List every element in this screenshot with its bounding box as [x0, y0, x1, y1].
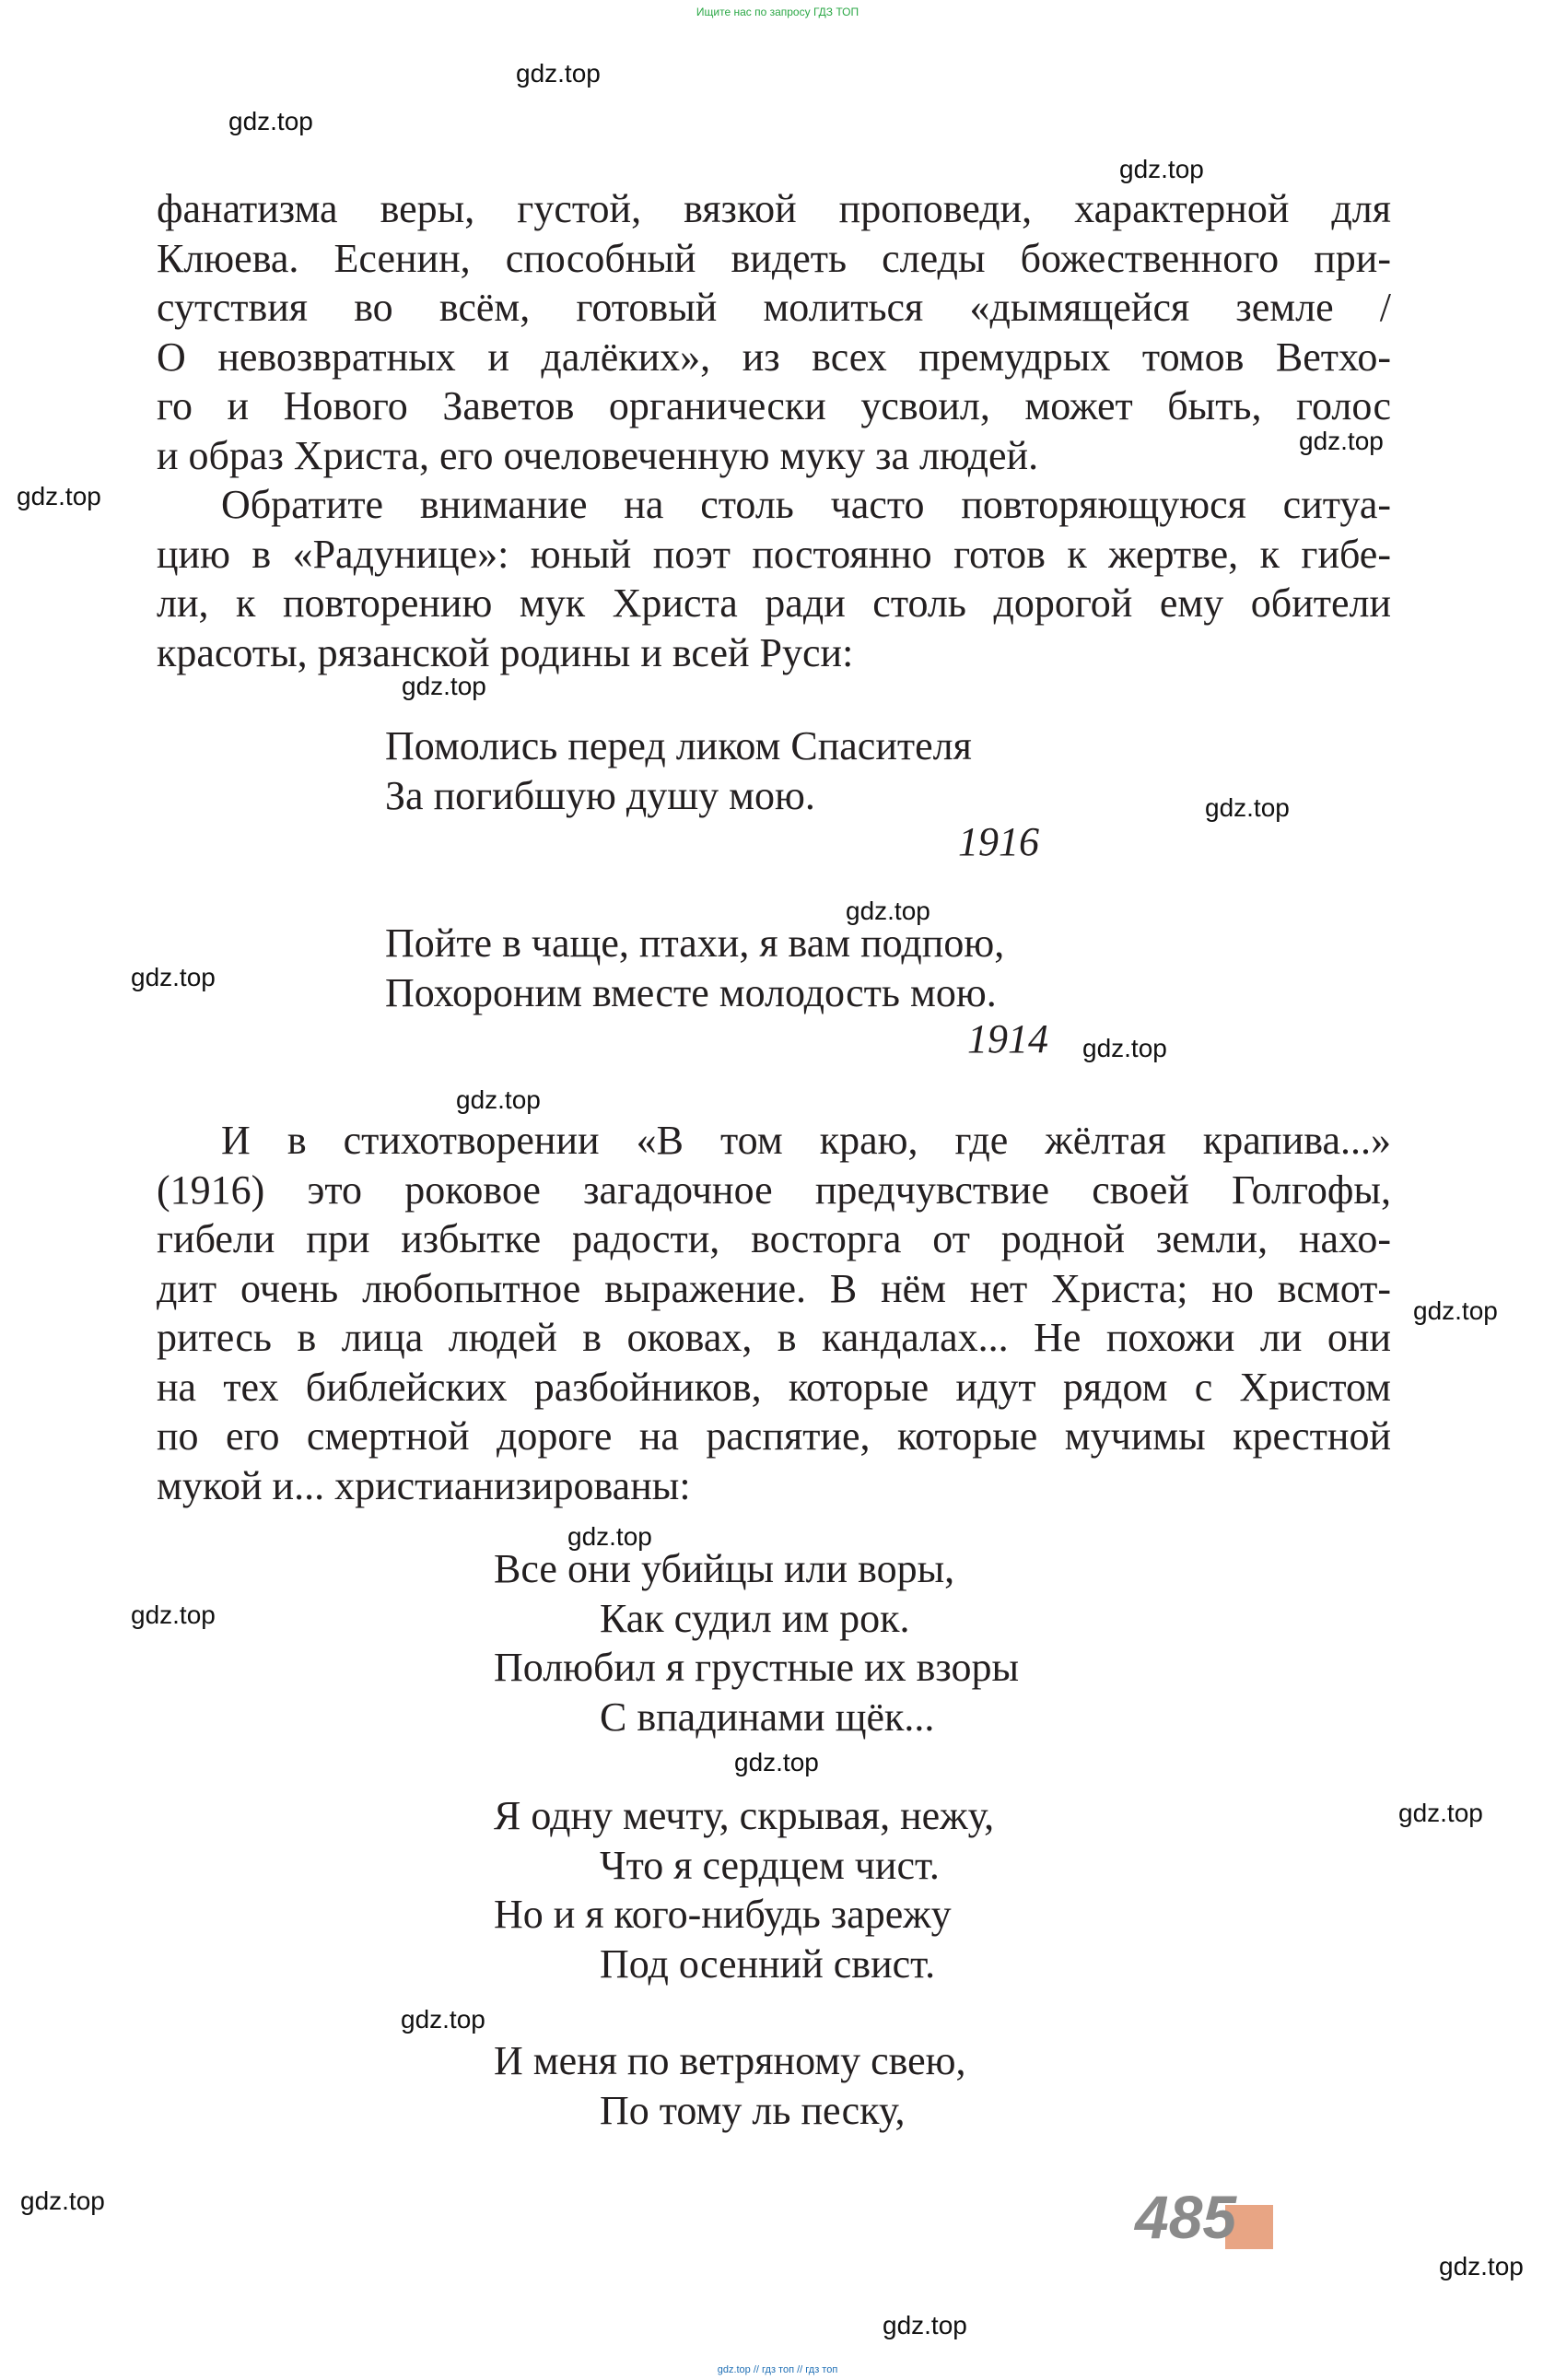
watermark: gdz.top [131, 963, 216, 991]
verse-line: Под осенний свист. [600, 1940, 936, 1987]
watermark: gdz.top [567, 1522, 652, 1551]
text-line: ли, к повторению мук Христа ради столь дорогой ему обители [157, 580, 1391, 626]
verse-line: Но и я кого-нибудь зарежу [494, 1892, 952, 1937]
text-line: дит очень любопытное выражение. В нём нет Христа; но всмот- [157, 1265, 1391, 1311]
watermark: gdz.top [846, 897, 930, 925]
text-line: Клюева. Есенин, способный видеть следы божественного при- [157, 235, 1391, 281]
watermark: gdz.top [734, 1748, 819, 1776]
footer-note: gdz.top // гдз топ // гдз топ [717, 2364, 838, 2375]
text-line: по его смертной дороге на распятие, которые мучимы крестной [157, 1413, 1391, 1459]
verse-line: Что я сердцем чист. [600, 1842, 940, 1888]
text-line: И в стихотворении «В том краю, где жёлтая крапива...» [221, 1118, 1391, 1163]
text-line: и образ Христа, его очеловеченную муку за людей. [157, 432, 1039, 478]
text-line: мукой и... христианизированы: [157, 1462, 691, 1508]
watermark: gdz.top [1398, 1799, 1483, 1827]
text-line: (1916) это роковое загадочное предчувствие своей Голгофы, [157, 1167, 1391, 1213]
watermark: gdz.top [1205, 793, 1290, 822]
verse-line: С впадинами щёк... [600, 1694, 935, 1740]
watermark: gdz.top [401, 2005, 485, 2034]
verse-year: 1914 [967, 1016, 1048, 1061]
text-line: сутствия во всём, готовый молиться «дымящейся земле / [157, 285, 1391, 330]
watermark: gdz.top [456, 1085, 541, 1114]
stanza-1 [494, 1544, 1019, 1741]
watermark: gdz.top [402, 672, 486, 700]
text-line: го и Нового Заветов органически усвоил, может быть, голос [157, 383, 1391, 428]
verse-line: По тому ль песку, [600, 2087, 906, 2133]
page-number: 485 [1135, 2183, 1237, 2251]
verse-line: Я одну мечту, скрывая, нежу, [494, 1793, 995, 1838]
text-line: гибели при избытке радости, восторга от родной земли, нахо- [157, 1216, 1391, 1261]
text-line: цию в «Радунице»: юный поэт постоянно готов к жертве, к гибе- [157, 531, 1391, 577]
verse-line: Полюбил я грустные их взоры [494, 1645, 1020, 1690]
watermark: gdz.top [1413, 1296, 1498, 1325]
watermark: gdz.top [1082, 1034, 1167, 1062]
verse-line: За погибшую душу мою. [385, 772, 815, 818]
text-line: на тех библейских разбойников, которые идут рядом с Христом [157, 1364, 1391, 1410]
verse-line: И меня по ветряному свею, [494, 2038, 966, 2083]
watermark: gdz.top [131, 1600, 216, 1629]
verse-line: Пойте в чаще, птахи, я вам подпою, [385, 920, 1005, 966]
paragraph-2 [157, 480, 1391, 677]
stanza-3 [494, 2036, 966, 2135]
header-note: Ищите нас по запросу ГДЗ ТОП [696, 6, 859, 18]
verse-1 [385, 721, 972, 820]
text-line: Обратите внимание на столь часто повторяющуюся ситуа- [221, 482, 1391, 527]
watermark: gdz.top [1299, 427, 1384, 455]
verse-line: Похороним вместе молодость мою. [385, 969, 997, 1015]
paragraph-1 [157, 184, 1391, 480]
verse-year: 1916 [958, 819, 1039, 864]
watermark: gdz.top [17, 482, 101, 510]
stanza-2 [494, 1791, 994, 1988]
text-line: красоты, рязанской родины и всей Руси: [157, 629, 854, 675]
watermark: gdz.top [1119, 155, 1204, 183]
verse-line: Помолись перед ликом Спасителя [385, 723, 972, 768]
watermark: gdz.top [20, 2187, 105, 2215]
text-line: фанатизма веры, густой, вязкой проповеди, характерной для [157, 186, 1391, 231]
watermark: gdz.top [1439, 2252, 1524, 2280]
verse-line: Все они убийцы или воры, [494, 1546, 955, 1591]
text-line: О невозвратных и далёких», из всех премудрых томов Ветхо- [157, 334, 1391, 380]
verse-2 [385, 919, 1004, 1017]
watermark: gdz.top [228, 107, 313, 135]
watermark: gdz.top [516, 59, 601, 88]
verse-line: Как судил им рок. [600, 1595, 910, 1641]
watermark: gdz.top [883, 2311, 967, 2339]
paragraph-3 [157, 1116, 1391, 1510]
text-line: ритесь в лица людей в оковах, в кандалах... Не похожи ли они [157, 1315, 1391, 1360]
